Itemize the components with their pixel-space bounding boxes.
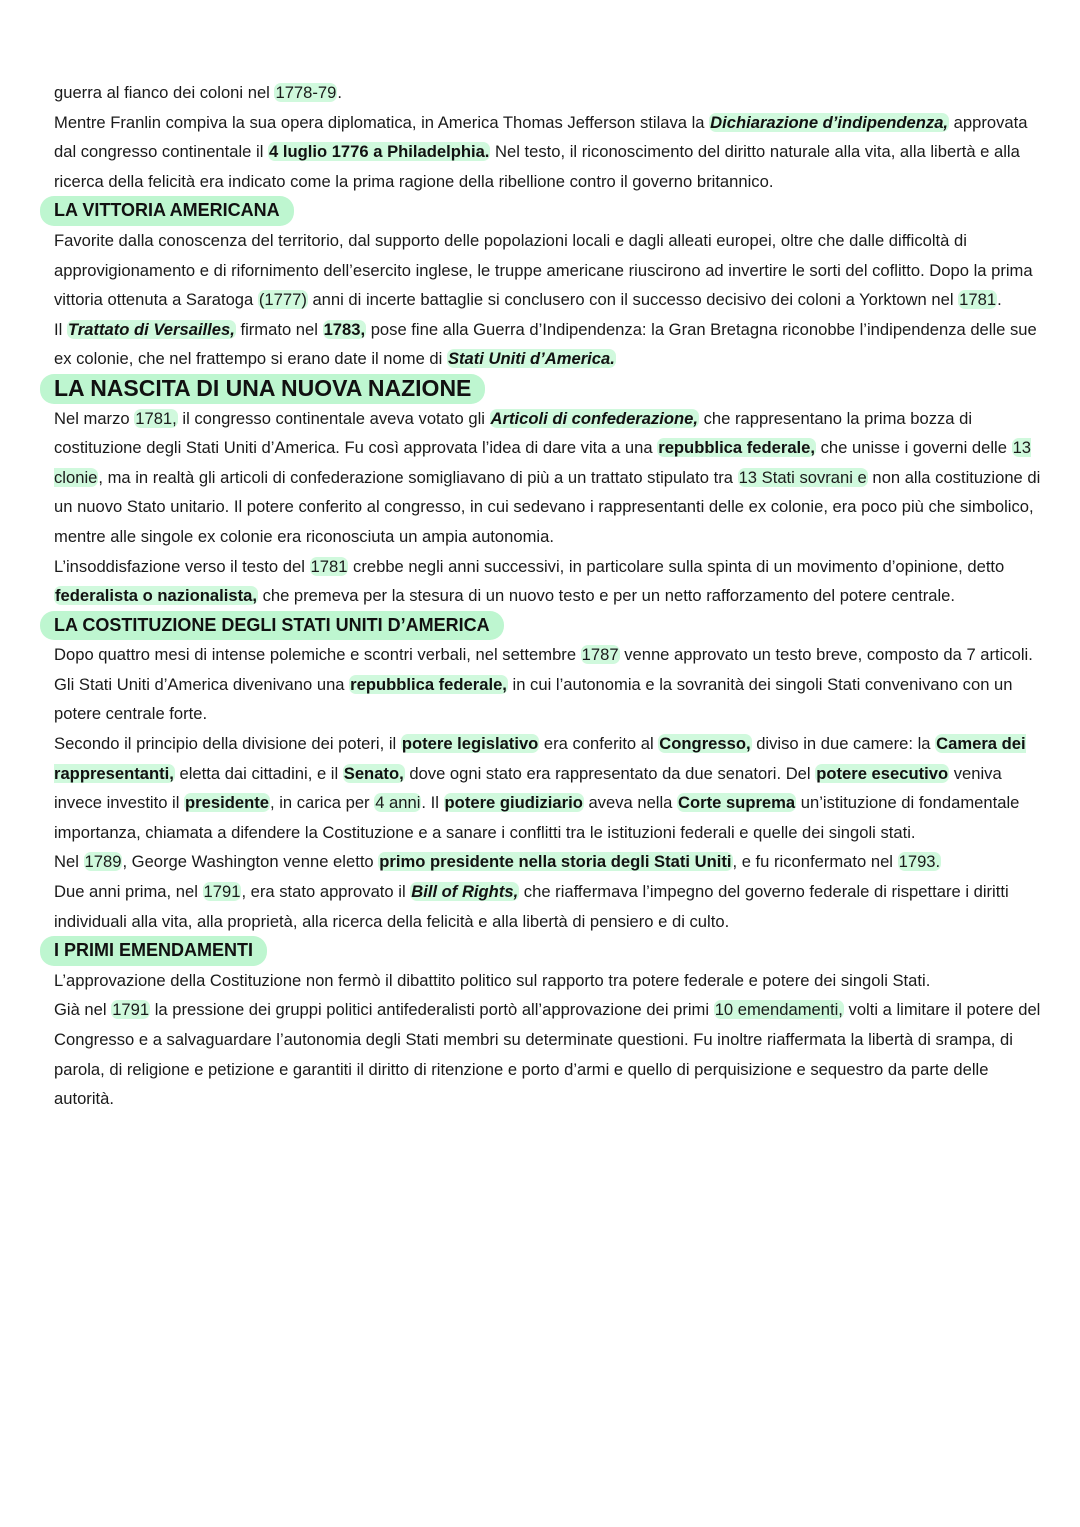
- text-run: eletta dai cittadini, e il: [174, 763, 343, 783]
- paragraph: [54, 847, 1044, 877]
- highlighted-text: 1793.: [898, 852, 941, 872]
- text-run: , ma in realtà gli articoli di confederazione somigliavano di più a un trattato stipulato tra: [98, 467, 738, 487]
- text-run: , era stato approvato il: [241, 882, 411, 902]
- text-run: venne approvato un testo breve, composto da 7 articoli. Gli Stati Uniti d’America divenivano una: [54, 645, 1033, 694]
- highlighted-text: 4 anni: [375, 793, 421, 813]
- section-heading-text: LA VITTORIA AMERICANA: [40, 196, 294, 226]
- paragraph: [54, 877, 1044, 936]
- text-run: Mentre Franlin compiva la sua opera diplomatica, in America Thomas Jefferson stilava la: [54, 112, 710, 132]
- text-run: , e fu riconfermato nel: [732, 852, 898, 872]
- document-page: [54, 78, 1044, 1114]
- text-run: era conferito al: [539, 734, 659, 754]
- highlighted-text: 1791: [112, 1000, 150, 1020]
- bold-highlighted-text: repubblica federale,: [350, 674, 507, 694]
- text-run: . Il: [421, 793, 444, 813]
- bold-highlighted-text: Camera dei rappresentanti,: [54, 734, 1026, 783]
- paragraph: [54, 315, 1044, 374]
- highlighted-text: 1781,: [135, 408, 177, 428]
- highlighted-text: 1787: [581, 645, 619, 665]
- text-run: la pressione dei gruppi politici antifederalisti portò all’approvazione dei primi: [150, 1000, 714, 1020]
- bold-highlighted-text: presidente: [185, 793, 269, 813]
- bold-highlighted-text: Bill of Rights,: [411, 882, 519, 902]
- text-run: che premeva per la stesura di un nuovo testo e per un netto rafforzamento del potere centrale.: [257, 586, 956, 606]
- bold-highlighted-text: Articoli di confederazione,: [490, 408, 699, 428]
- text-run: il congresso continentale aveva votato gli: [177, 408, 490, 428]
- text-run: che riaffermava l’impegno del governo federale di rispettare i diritti individuali alla vita, alla proprietà, alla ricerca della felicità e alla libertà di pensiero e di culto.: [54, 882, 1009, 931]
- highlighted-text: 1791: [203, 882, 241, 902]
- text-run: .: [997, 290, 1002, 310]
- section-heading: [54, 936, 1044, 966]
- paragraph: [54, 108, 1044, 197]
- text-run: volti a limitare il potere del Congresso e a salvaguardare l’autonomia degli Stati membri su determinate questioni. Fu inoltre riaffermata la libertà di srampa, di parola, di religione e petizione e garantiti il diritto di ritenzione e porto d’armi e quello di perquisizione e sequestro da parte delle autorità.: [54, 1000, 1041, 1109]
- section-heading-text: LA COSTITUZIONE DEGLI STATI UNITI D’AMERICA: [40, 611, 504, 641]
- paragraph: [54, 78, 1044, 108]
- bold-highlighted-text: Trattato di Versailles,: [67, 319, 235, 339]
- text-run: dove ogni stato era rappresentato da due senatori. Del: [404, 763, 816, 783]
- paragraph: [54, 640, 1044, 729]
- text-run: approvata dal congresso continentale il: [54, 112, 1028, 162]
- bold-highlighted-text: 1783,: [323, 319, 366, 339]
- text-run: Nel: [54, 852, 84, 872]
- text-run: pose fine alla Guerra d’Indipendenza: la Gran Bretagna riconobbe l’indipendenza delle sue ex colonie, che nel frattempo si erano date il nome di: [54, 319, 1037, 369]
- text-run: non alla costituzione di un nuovo Stato unitario. Il potere conferito al congresso, in cui sedevano i rappresentanti delle ex colonie, era poco più che simbolico, mentre alle singole ex colonie era riconosciuta un ampia autonomia.: [54, 467, 1041, 546]
- text-run: che unisse i governi delle: [816, 438, 1012, 458]
- section-heading-text: I PRIMI EMENDAMENTI: [40, 936, 267, 966]
- section-heading: [54, 374, 1044, 404]
- text-run: , George Washington venne eletto: [122, 852, 379, 872]
- text-run: Secondo il principio della divisione dei poteri, il: [54, 734, 401, 754]
- section-heading: [54, 196, 1044, 226]
- bold-highlighted-text: Corte suprema: [678, 793, 796, 813]
- text-run: un’istituzione di fondamentale importanza, chiamata a difendere la Costituzione e a sanare i conflitti tra le istituzioni federali e quelle dei singoli stati.: [54, 793, 1020, 842]
- text-run: anni di incerte battaglie si conclusero con il successo decisivo dei coloni a Yorktown nel: [307, 290, 959, 310]
- text-run: crebbe negli anni successivi, in particolare sulla spinta di un movimento d’opinione, detto: [348, 556, 1005, 576]
- text-run: L’approvazione della Costituzione non fermò il dibattito politico sul rapporto tra potere federale e potere dei singoli Stati.: [54, 970, 931, 990]
- text-run: Già nel: [54, 1000, 112, 1020]
- text-run: che rappresentano la prima bozza di costituzione degli Stati Uniti d’America. Fu così approvata l’idea di dare vita a una: [54, 408, 973, 458]
- section-heading: [54, 611, 1044, 641]
- text-run: Due anni prima, nel: [54, 882, 203, 902]
- highlighted-text: 13 Stati sovrani e: [738, 467, 867, 487]
- paragraph: [54, 966, 1044, 996]
- text-run: , in carica per: [269, 793, 375, 813]
- bold-highlighted-text: Senato,: [343, 763, 404, 783]
- highlighted-text: 1781: [310, 556, 348, 576]
- text-run: Nel marzo: [54, 408, 135, 428]
- text-run: Dopo quattro mesi di intense polemiche e scontri verbali, nel settembre: [54, 645, 581, 665]
- bold-highlighted-text: potere giudiziario: [444, 793, 583, 813]
- section-heading-text: LA NASCITA DI UNA NUOVA NAZIONE: [40, 374, 485, 404]
- text-run: Nel testo, il riconoscimento del diritto naturale alla vita, alla libertà e alla ricerca della felicità era indicato come la prima ragione della ribellione contro il governo britannico.: [54, 142, 1020, 191]
- highlighted-text: 1789: [84, 852, 122, 872]
- bold-highlighted-text: potere esecutivo: [816, 763, 949, 783]
- bold-highlighted-text: federalista o nazionalista,: [55, 586, 257, 606]
- bold-highlighted-text: 4 luglio 1776 a Philadelphia.: [269, 142, 490, 162]
- highlighted-text: 1781: [959, 290, 997, 310]
- bold-highlighted-text: potere legislativo: [401, 734, 539, 754]
- bold-highlighted-text: primo presidente nella storia degli Stati Uniti: [379, 852, 732, 872]
- highlighted-text: 10 emendamenti,: [714, 1000, 843, 1020]
- paragraph: [54, 404, 1044, 552]
- highlighted-text: (1777): [258, 290, 307, 310]
- bold-highlighted-text: Dichiarazione d’indipendenza,: [710, 112, 949, 132]
- paragraph: [54, 729, 1044, 847]
- bold-highlighted-text: Stati Uniti d’America.: [447, 349, 615, 369]
- text-run: Il: [54, 319, 67, 339]
- text-run: guerra al fianco dei coloni nel: [54, 83, 275, 102]
- text-run: in cui l’autonomia e la sovranità dei singoli Stati convenivano con un potere centrale forte.: [54, 674, 1013, 724]
- text-run: Favorite dalla conoscenza del territorio, dal supporto delle popolazioni locali e dagli alleati europei, oltre che dalle difficoltà di approvigionamento e di rifornimento dell’esercito inglese, le truppe americane riuscirono ad invertire le sorti del coflitto. Dopo la prima vittoria ottenuta a Saratoga: [54, 230, 1033, 310]
- highlighted-text: 1778-79: [275, 83, 337, 102]
- text-run: L’insoddisfazione verso il testo del: [54, 556, 310, 576]
- text-run: veniva invece investito il: [54, 763, 1002, 813]
- paragraph: [54, 995, 1044, 1113]
- text-run: diviso in due camere: la: [751, 734, 936, 754]
- highlighted-text: 13 clonie: [54, 438, 1032, 487]
- text-run: .: [337, 83, 342, 102]
- bold-highlighted-text: repubblica federale,: [658, 438, 816, 458]
- text-run: firmato nel: [235, 319, 323, 339]
- text-run: aveva nella: [583, 793, 678, 813]
- bold-highlighted-text: Congresso,: [659, 734, 751, 754]
- paragraph: [54, 552, 1044, 611]
- paragraph: [54, 226, 1044, 315]
